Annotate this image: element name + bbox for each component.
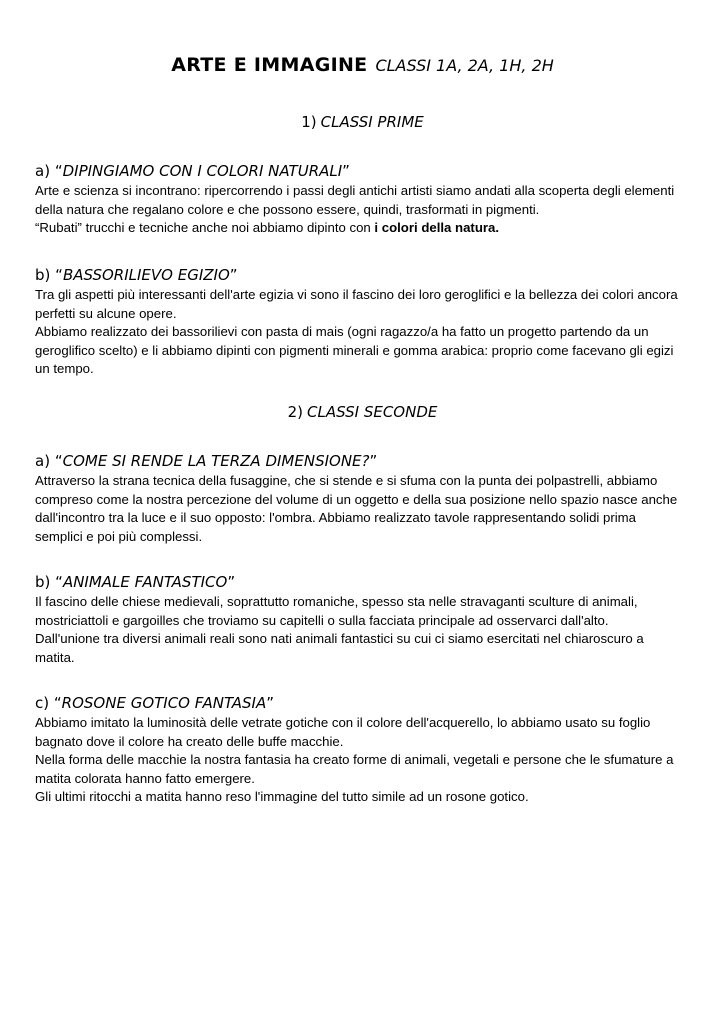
item-heading [35, 450, 695, 472]
bold-emphasis: i colori della natura. [374, 220, 500, 236]
item-title: ANIMALE FANTASTICO [62, 573, 228, 591]
paragraph-line: Abbiamo realizzato dei bassorilievi con pasta di mais (ogni ragazzo/a ha fatto un progetto partendo da un [35, 324, 649, 340]
item-letter: b) [35, 573, 51, 591]
item-dipingiamo [35, 160, 695, 238]
paragraph-line: dall'incontro tra la luce e il suo opposto: l'ombra. Abbiamo realizzato tavole rappresentando solidi prima [35, 510, 637, 526]
item-paragraph [35, 593, 695, 667]
item-letter: a) [35, 452, 51, 470]
section-heading-classi-prime [0, 113, 725, 131]
paragraph-line: matita colorata hanno fatto emergere. [35, 770, 255, 786]
open-quote: “ [54, 162, 63, 180]
paragraph-line: matita. [35, 649, 75, 665]
open-quote: “ [53, 694, 62, 712]
item-rosone-gotico [35, 692, 695, 807]
paragraph-line: Gli ultimi ritocchi a matita hanno reso l'immagine del tutto simile ad un rosone gotico. [35, 789, 529, 805]
section-number: 2) [287, 403, 304, 421]
item-letter: c) [35, 694, 50, 712]
item-paragraph [35, 182, 695, 238]
item-title: DIPINGIAMO CON I COLORI NATURALI [62, 162, 343, 180]
open-quote: “ [55, 266, 63, 284]
close-quote: ” [369, 452, 378, 470]
item-paragraph [35, 472, 695, 546]
section-heading-classi-seconde [0, 403, 725, 421]
paragraph-line: Il fascino delle chiese medievali, soprattutto romaniche, spesso sta nelle stravaganti sculture di animali, [35, 594, 638, 609]
paragraph-line: geroglifico scelto) e li abbiamo dipinti con pigmenti minerali e gomma arabica: proprio come facevano gli egizi [35, 342, 674, 358]
paragraph-line: Attraverso la strana tecnica della fusaggine, che si stende e si sfuma con la punta dei polpastrelli, abbiamo [35, 473, 658, 488]
item-heading [35, 692, 695, 714]
item-animale-fantastico [35, 571, 695, 667]
close-quote: ” [342, 162, 350, 180]
title-main: ARTE E IMMAGINE [171, 54, 368, 76]
paragraph-line: Arte e scienza si incontrano: ripercorrendo i passi degli antichi artisti siamo andati alla scoperta degli elementi [35, 183, 675, 198]
item-letter: a) [35, 162, 51, 180]
paragraph-line: semplici e poi più complessi. [35, 528, 203, 544]
item-heading [35, 160, 695, 182]
paragraph-line: compreso come la nostra percezione del volume di un oggetto e della sua posizione nello spazio nasce anche [35, 491, 678, 507]
close-quote: ” [266, 694, 275, 712]
open-quote: “ [54, 452, 63, 470]
item-paragraph [35, 714, 695, 807]
item-letter: b) [35, 266, 51, 284]
open-quote: “ [55, 573, 63, 591]
close-quote: ” [229, 266, 238, 284]
item-title: BASSORILIEVO EGIZIO [62, 266, 230, 284]
document-title [0, 54, 725, 76]
item-terza-dimensione [35, 450, 695, 546]
paragraph-line: Dall'unione tra diversi animali reali sono nati animali fantastici su cui ci siamo esercitati nel chiaroscuro a [35, 631, 644, 647]
paragraph-line: perfetti su alcune opere. [35, 305, 177, 321]
section-label: CLASSI PRIME [320, 113, 424, 131]
item-bassorilievo [35, 264, 695, 379]
paragraph-line: bagnato dove il colore ha creato delle buffe macchie. [35, 733, 344, 749]
paragraph-line: Abbiamo imitato la luminosità delle vetrate gotiche con il colore dell'acquerello, lo abbiamo usato su foglio [35, 715, 651, 730]
item-heading [35, 264, 695, 286]
item-paragraph [35, 286, 695, 379]
paragraph-line: Tra gli aspetti più interessanti dell'arte egizia vi sono il fascino dei loro geroglifici e la bellezza dei colori ancora [35, 287, 678, 302]
close-quote: ” [227, 573, 236, 591]
section-number: 1) [301, 113, 317, 131]
item-title: ROSONE GOTICO FANTASIA [61, 694, 267, 712]
section-label: CLASSI SECONDE [307, 403, 438, 421]
item-title: COME SI RENDE LA TERZA DIMENSIONE? [62, 452, 370, 470]
paragraph-line: “Rubati” trucchi e tecniche anche noi abbiamo dipinto con [35, 220, 375, 236]
item-heading [35, 571, 695, 593]
title-classes: CLASSI 1A, 2A, 1H, 2H [375, 56, 554, 75]
paragraph-line: della natura che regalano colore e che possono essere, quindi, trasformati in pigmenti. [35, 201, 540, 217]
paragraph-line: mostriciattoli e gargoilles che troviamo su capitelli o sulla facciata principale ad osservarci dall'alto. [35, 612, 609, 628]
paragraph-line: Nella forma delle macchie la nostra fantasia ha creato forme di animali, vegetali e persone che le sfumature a [35, 752, 674, 768]
paragraph-line: un tempo. [35, 361, 94, 377]
